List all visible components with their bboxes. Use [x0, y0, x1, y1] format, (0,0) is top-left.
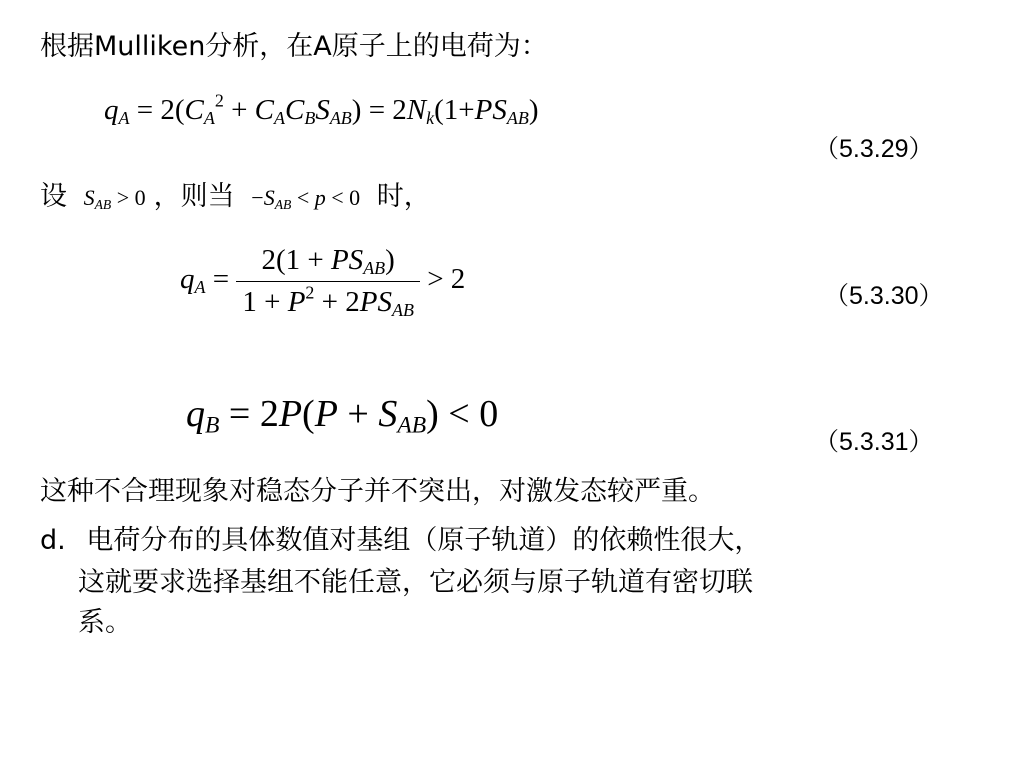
condition-math-2: $-S_{AB} < p < 0$ [251, 185, 361, 212]
item-d-text-1: 电荷分布的具体数值对基组（原子轨道）的依赖性很大， [86, 525, 762, 556]
item-d-line-1 [40, 524, 761, 558]
condition-middle: ，则当 [153, 181, 235, 212]
condition-prefix: 设 [40, 181, 67, 212]
condition-line [40, 180, 431, 215]
remark-text: 这种不合理现象对稳态分子并不突出，对激发态较严重。 [40, 476, 715, 507]
item-d-marker: d. [40, 525, 66, 556]
item-d-line-3: 系。 [78, 607, 132, 638]
item-d-line-2: 这就要求选择基组不能任意，它必须与原子轨道有密切联 [78, 567, 753, 598]
equation-number: （5.3.29） [814, 135, 934, 163]
equation-5-3-29: $q_A = 2(C_A^2 + C_AC_BS_{AB}) = 2N_k(1+PS_{AB})$ [104, 90, 539, 129]
equation-5-3-31: $q_B = 2P(P + S_{AB}) < 0$ [186, 393, 499, 439]
condition-suffix: 时， [376, 181, 431, 212]
equation-number: （5.3.31） [814, 428, 934, 456]
intro-text: 根据Mulliken分析，在A原子上的电荷为： [40, 31, 548, 62]
fraction: $\frac{2(1 + PS_{AB})}{1 + P^2 + 2PS_{AB}}$ [236, 244, 420, 319]
equation-number: （5.3.30） [824, 282, 944, 310]
condition-math-1: $S_{AB} > 0$ [83, 185, 146, 212]
equation-5-3-30: $q_A$ = $\frac{2(1 + PS_{AB})}{1 + P^2 + 2PS_{AB}}$ > 2 [180, 244, 466, 321]
